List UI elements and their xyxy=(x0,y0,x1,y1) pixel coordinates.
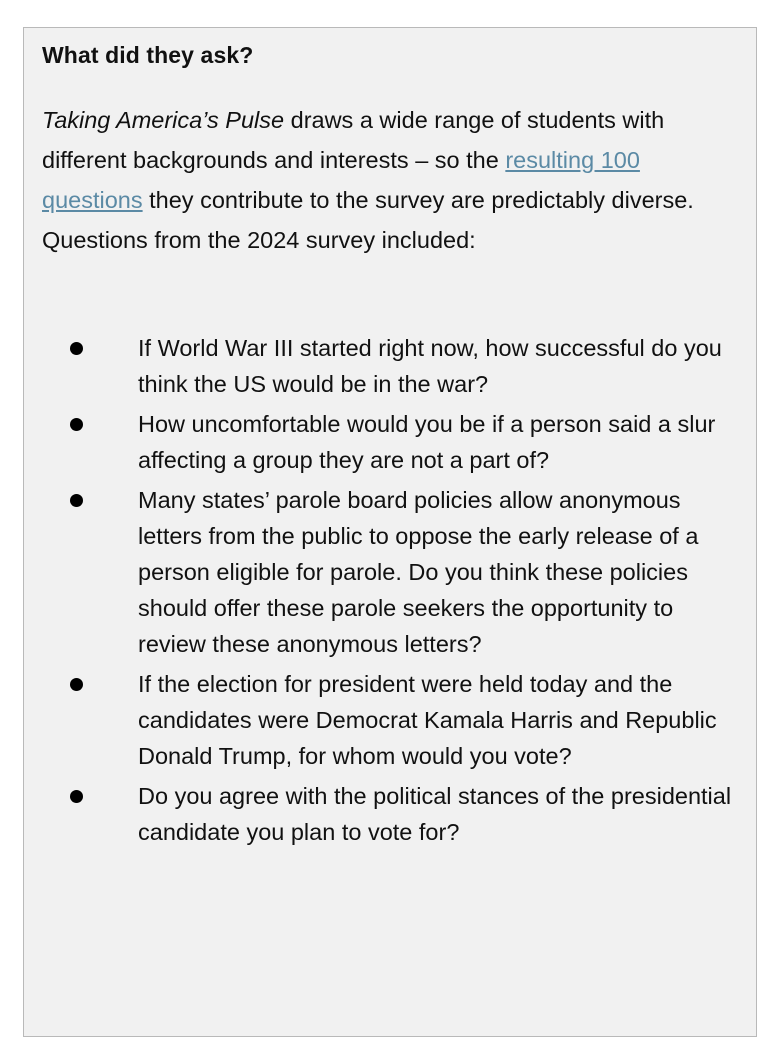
question-text: Many states’ parole board policies allow anonymous letters from the public to oppose the early release of a person eligible for parole. Do you think these policies should offer these parole seekers the opportunity to review these anonymous letters? xyxy=(138,487,699,657)
intro-paragraph xyxy=(42,100,742,260)
list-item xyxy=(42,330,742,402)
info-card xyxy=(23,27,757,1037)
bullet-icon xyxy=(70,494,83,507)
bullet-icon xyxy=(70,678,83,691)
question-text: Do you agree with the political stances of the presidential candidate you plan to vote for? xyxy=(138,783,732,845)
intro-text-after-link: they contribute to the survey are predictably diverse. Questions from the 2024 survey included: xyxy=(42,187,694,253)
resulting-questions-link[interactable]: resulting 100 questions xyxy=(42,147,640,213)
list-item xyxy=(42,778,742,850)
question-text: How uncomfortable would you be if a person said a slur affecting a group they are not a part of? xyxy=(138,411,716,473)
section-heading: What did they ask? xyxy=(42,42,254,68)
question-text: If World War III started right now, how successful do you think the US would be in the war? xyxy=(138,335,722,397)
bullet-icon xyxy=(70,418,83,431)
list-item xyxy=(42,666,742,774)
list-item xyxy=(42,482,742,662)
publication-title: Taking America’s Pulse xyxy=(42,107,285,133)
list-item xyxy=(42,406,742,478)
bullet-icon xyxy=(70,790,83,803)
question-text: If the election for president were held today and the candidates were Democrat Kamala Harris and Republic Donald Trump, for whom would you vote? xyxy=(138,671,717,769)
bullet-icon xyxy=(70,342,83,355)
intro-text-before-link: draws a wide range of students with different backgrounds and interests – so the xyxy=(42,107,665,173)
questions-list xyxy=(42,330,742,854)
